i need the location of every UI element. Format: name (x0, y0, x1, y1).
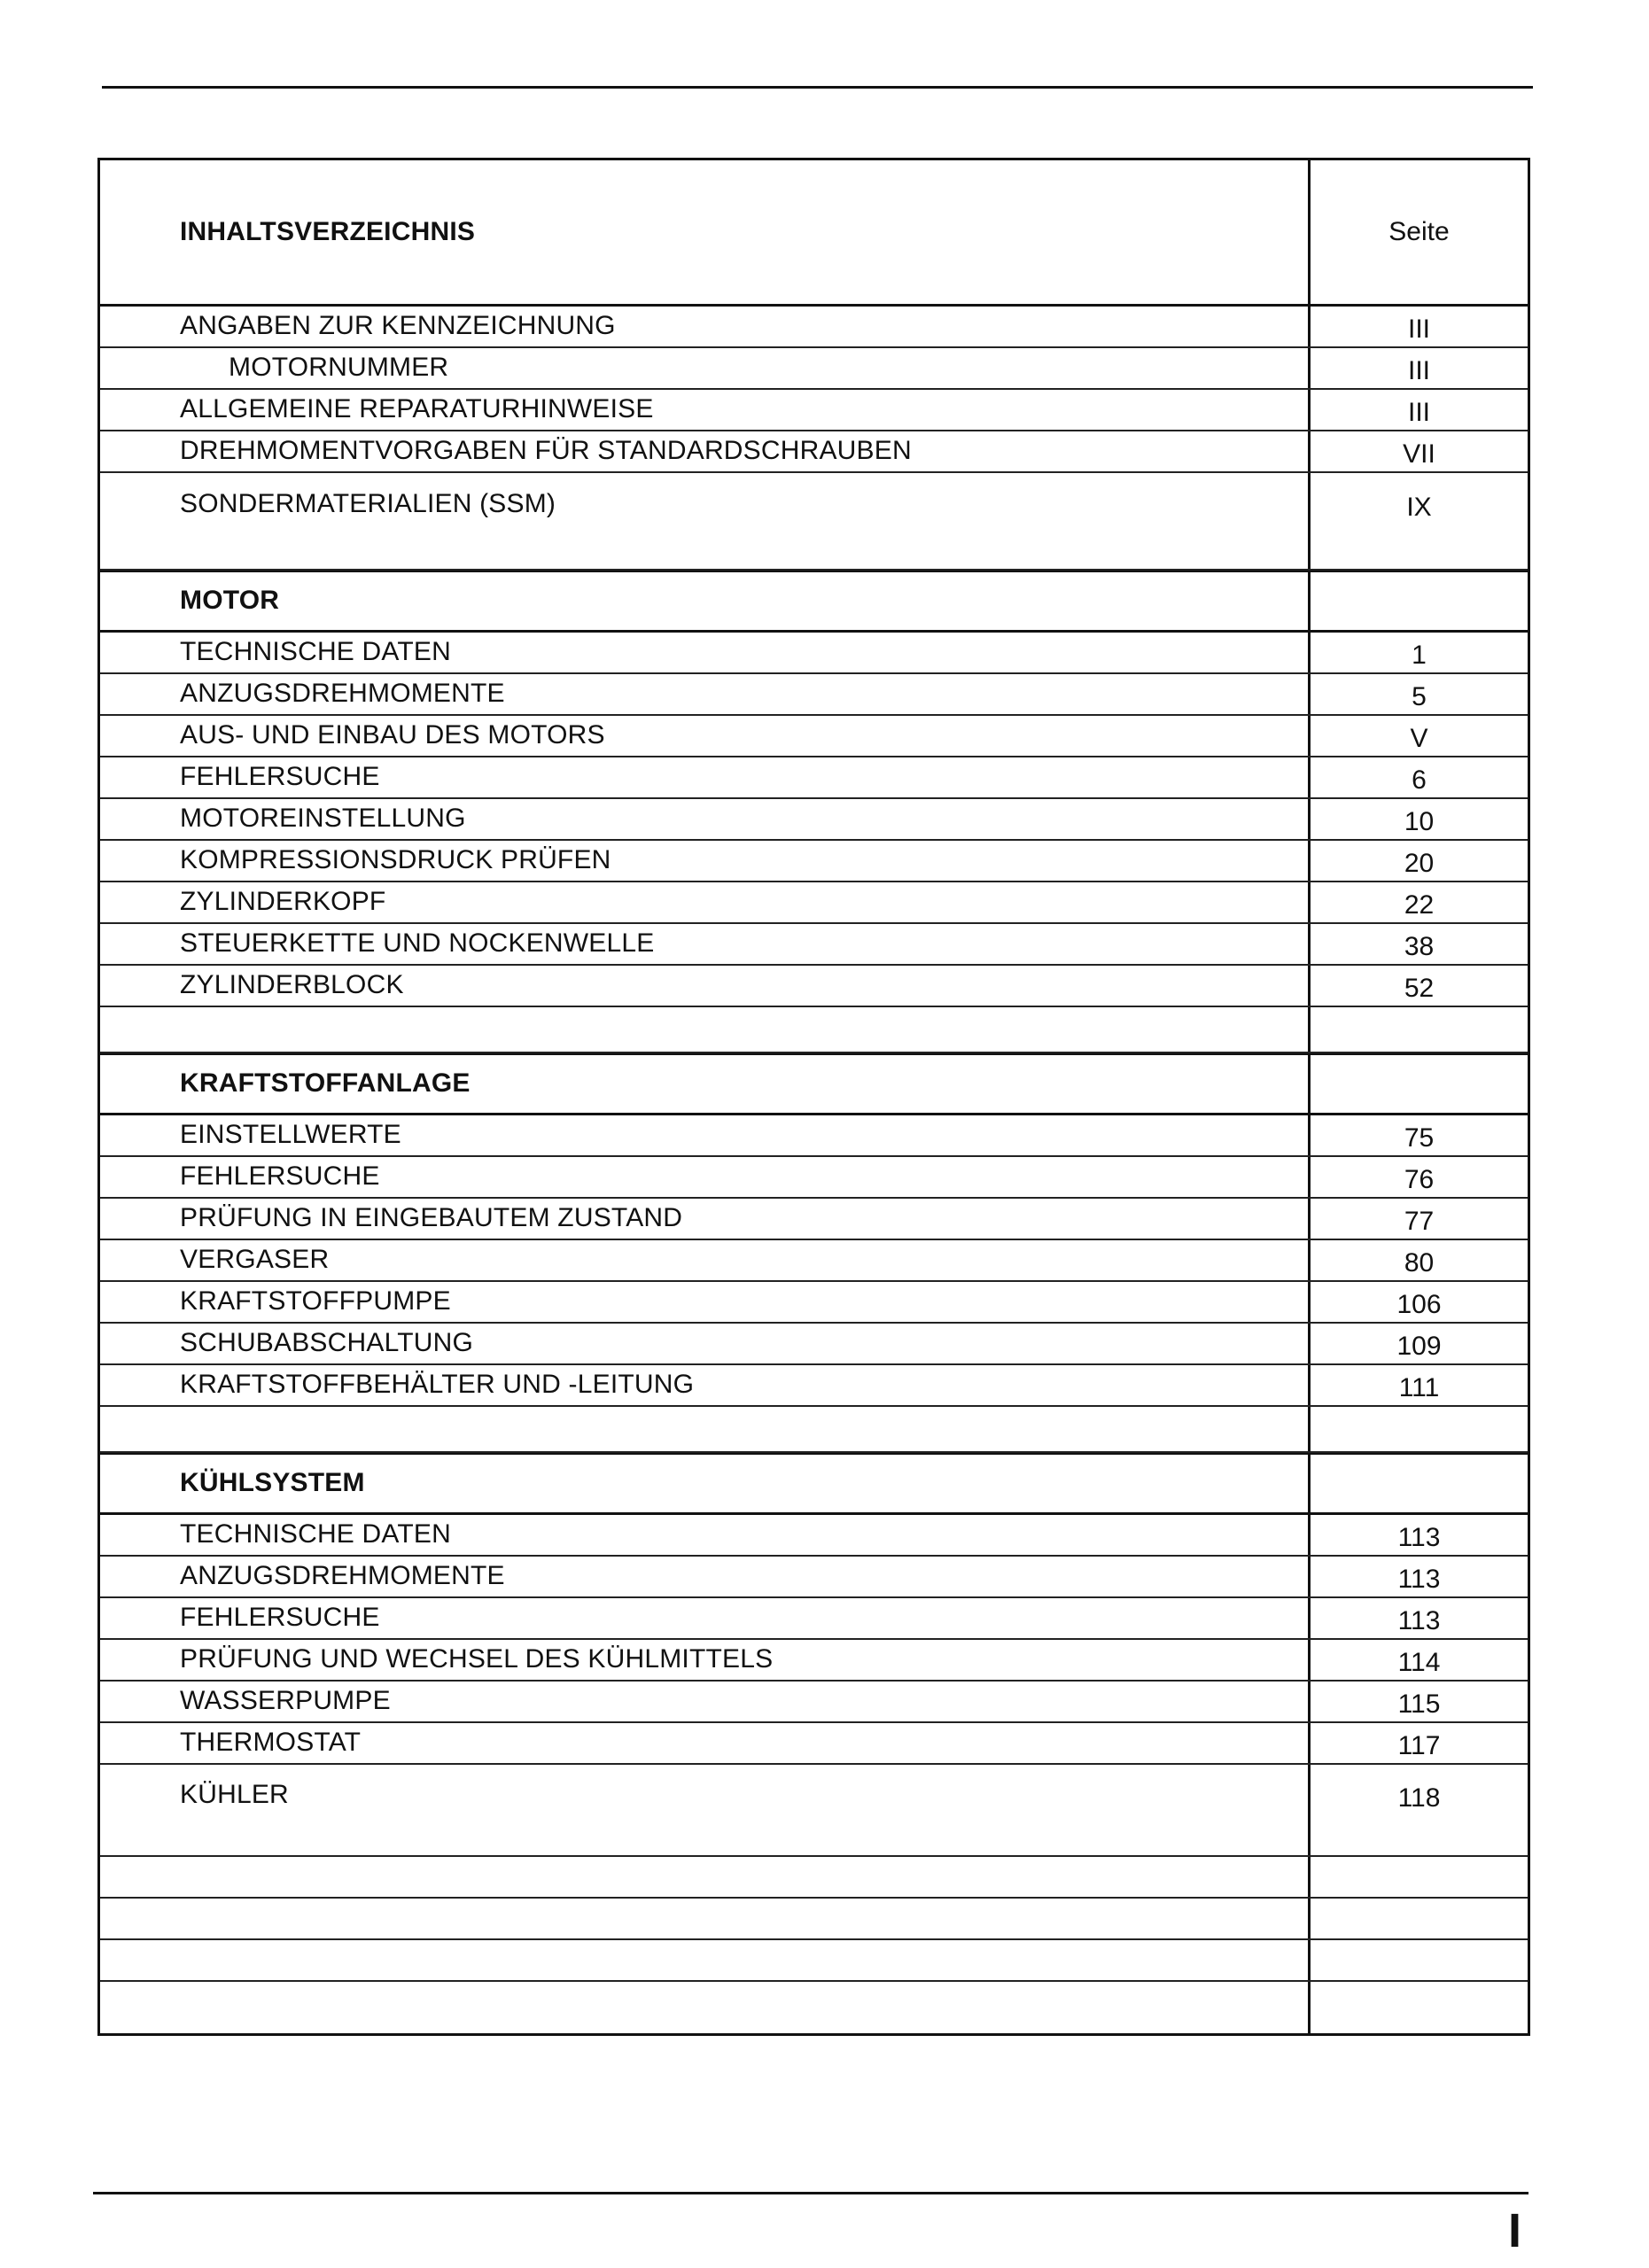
entry-page (1308, 572, 1528, 630)
entry-title: DREHMOMENTVORGABEN FÜR STANDARDSCHRAUBEN (180, 436, 912, 465)
entry-title (100, 1857, 1308, 1897)
entry-title: SONDERMATERIALIEN (SSM) (180, 488, 556, 518)
entry-page: 20 (1308, 841, 1528, 881)
entry-page: 113 (1308, 1598, 1528, 1638)
section-header (100, 1053, 1528, 1115)
entry-title (100, 524, 1308, 569)
toc-entry (100, 1598, 1528, 1640)
toc-entry (100, 882, 1528, 924)
entry-page: 109 (1308, 1324, 1528, 1363)
entry-page: 113 (1308, 1515, 1528, 1555)
entry-title: KOMPRESSIONSDRUCK PRÜFEN (180, 844, 611, 874)
entry-page: 5 (1308, 674, 1528, 714)
entry-title: TECHNISCHE DATEN (180, 636, 451, 666)
toc-entry (100, 431, 1528, 473)
entry-page: 114 (1308, 1640, 1528, 1680)
toc-entry (100, 473, 1528, 524)
entry-page: 80 (1308, 1240, 1528, 1280)
entry-title (100, 1940, 1308, 1980)
entry-page: 115 (1308, 1682, 1528, 1721)
entry-title: MOTOREINSTELLUNG (180, 803, 466, 833)
toc-entry (100, 674, 1528, 716)
entry-page: V (1308, 716, 1528, 756)
toc-entry (100, 1199, 1528, 1240)
entry-page (1308, 1407, 1528, 1451)
entry-page (1308, 1982, 1528, 2033)
entry-page: 77 (1308, 1199, 1528, 1239)
entry-title: KÜHLER (180, 1780, 289, 1810)
empty-row (100, 1982, 1528, 2033)
entry-title: STEUERKETTE UND NOCKENWELLE (180, 928, 655, 958)
entry-title: ANZUGSDREHMOMENTE (180, 1560, 505, 1590)
entry-title: PRÜFUNG UND WECHSEL DES KÜHLMITTELS (180, 1643, 774, 1674)
toc-entry (100, 1157, 1528, 1199)
blank-row (100, 1007, 1528, 1053)
entry-page: 117 (1308, 1723, 1528, 1763)
entry-title: ZYLINDERKOPF (180, 886, 386, 916)
entry-title: ANZUGSDREHMOMENTE (180, 678, 505, 708)
entry-title: KRAFTSTOFFANLAGE (180, 1068, 471, 1099)
entry-page: III (1308, 307, 1528, 346)
page-column-header: Seite (1308, 160, 1528, 304)
empty-row (100, 1815, 1528, 1857)
entry-page: VII (1308, 431, 1528, 471)
entry-title: PRÜFUNG IN EINGEBAUTEM ZUSTAND (180, 1202, 683, 1232)
entry-title: MOTOR (180, 586, 280, 616)
entry-title (100, 1899, 1308, 1938)
section-header (100, 571, 1528, 633)
bottom-rule (93, 2192, 1528, 2194)
entry-page (1308, 1815, 1528, 1855)
entry-title: FEHLERSUCHE (180, 761, 380, 791)
entry-page: 10 (1308, 799, 1528, 839)
entry-title: ZYLINDERBLOCK (180, 969, 404, 999)
entry-title: KRAFTSTOFFBEHÄLTER UND -LEITUNG (180, 1369, 695, 1399)
toc-entry (100, 1515, 1528, 1557)
entry-page: IX (1308, 473, 1528, 524)
entry-title: WASSERPUMPE (180, 1685, 391, 1715)
entry-page: 118 (1308, 1765, 1528, 1816)
toc-entry (100, 841, 1528, 882)
entry-page: III (1308, 390, 1528, 430)
toc-entry (100, 924, 1528, 966)
entry-page: III (1308, 348, 1528, 388)
entry-page: 76 (1308, 1157, 1528, 1197)
toc-entry (100, 799, 1528, 841)
entry-page: 6 (1308, 757, 1528, 797)
empty-row (100, 1857, 1528, 1899)
toc-entry (100, 1282, 1528, 1324)
toc-entry (100, 1115, 1528, 1157)
toc-entry (100, 1324, 1528, 1365)
toc-entry (100, 1682, 1528, 1723)
entry-page: 75 (1308, 1115, 1528, 1155)
entry-title (100, 1007, 1308, 1052)
entry-title: ALLGEMEINE REPARATURHINWEISE (180, 394, 654, 423)
entry-title (100, 1815, 1308, 1855)
toc-entry (100, 1365, 1528, 1407)
entry-title: KÜHLSYSTEM (180, 1468, 365, 1498)
entry-page (1308, 1857, 1528, 1897)
entry-title: ANGABEN ZUR KENNZEICHNUNG (180, 311, 616, 340)
entry-page (1308, 1455, 1528, 1512)
entry-title: SCHUBABSCHALTUNG (180, 1327, 474, 1357)
blank-row (100, 524, 1528, 571)
toc-entry (100, 348, 1528, 390)
toc-entry (100, 757, 1528, 799)
toc-entry (100, 716, 1528, 757)
entry-page: 38 (1308, 924, 1528, 964)
entry-page: 22 (1308, 882, 1528, 922)
top-rule (102, 86, 1533, 89)
toc-entry (100, 307, 1528, 348)
entry-title (100, 1982, 1308, 2033)
entry-title: FEHLERSUCHE (180, 1602, 380, 1632)
entry-title (100, 1407, 1308, 1451)
toc-entry (100, 1640, 1528, 1682)
entry-page (1308, 1940, 1528, 1980)
entry-title: FEHLERSUCHE (180, 1161, 380, 1191)
page-number: I (1508, 2204, 1522, 2257)
toc-entry (100, 966, 1528, 1007)
toc-title: INHALTSVERZEICHNIS (180, 217, 476, 246)
entry-page: 52 (1308, 966, 1528, 1006)
empty-row (100, 1940, 1528, 1982)
toc-entry (100, 1240, 1528, 1282)
blank-row (100, 1407, 1528, 1453)
entry-title: EINSTELLWERTE (180, 1119, 401, 1149)
entry-page (1308, 524, 1528, 569)
entry-title: AUS- UND EINBAU DES MOTORS (180, 719, 605, 750)
toc-entry (100, 1765, 1528, 1816)
section-header (100, 1453, 1528, 1515)
toc-entry (100, 1723, 1528, 1765)
entry-title: VERGASER (180, 1244, 330, 1274)
toc-entry (100, 1557, 1528, 1598)
entry-title: THERMOSTAT (180, 1727, 362, 1757)
entry-page: 111 (1308, 1365, 1528, 1405)
entry-page: 1 (1308, 633, 1528, 672)
toc-entry (100, 633, 1528, 674)
entry-page: 113 (1308, 1557, 1528, 1596)
entry-page (1308, 1007, 1528, 1052)
entry-title: TECHNISCHE DATEN (180, 1518, 451, 1549)
entry-title: MOTORNUMMER (229, 353, 449, 382)
empty-row (100, 1899, 1528, 1940)
toc-entry (100, 390, 1528, 431)
entry-page (1308, 1055, 1528, 1113)
toc-header-row (100, 160, 1528, 307)
table-of-contents (97, 158, 1530, 2036)
entry-page (1308, 1899, 1528, 1938)
entry-page: 106 (1308, 1282, 1528, 1322)
entry-title: KRAFTSTOFFPUMPE (180, 1285, 451, 1316)
